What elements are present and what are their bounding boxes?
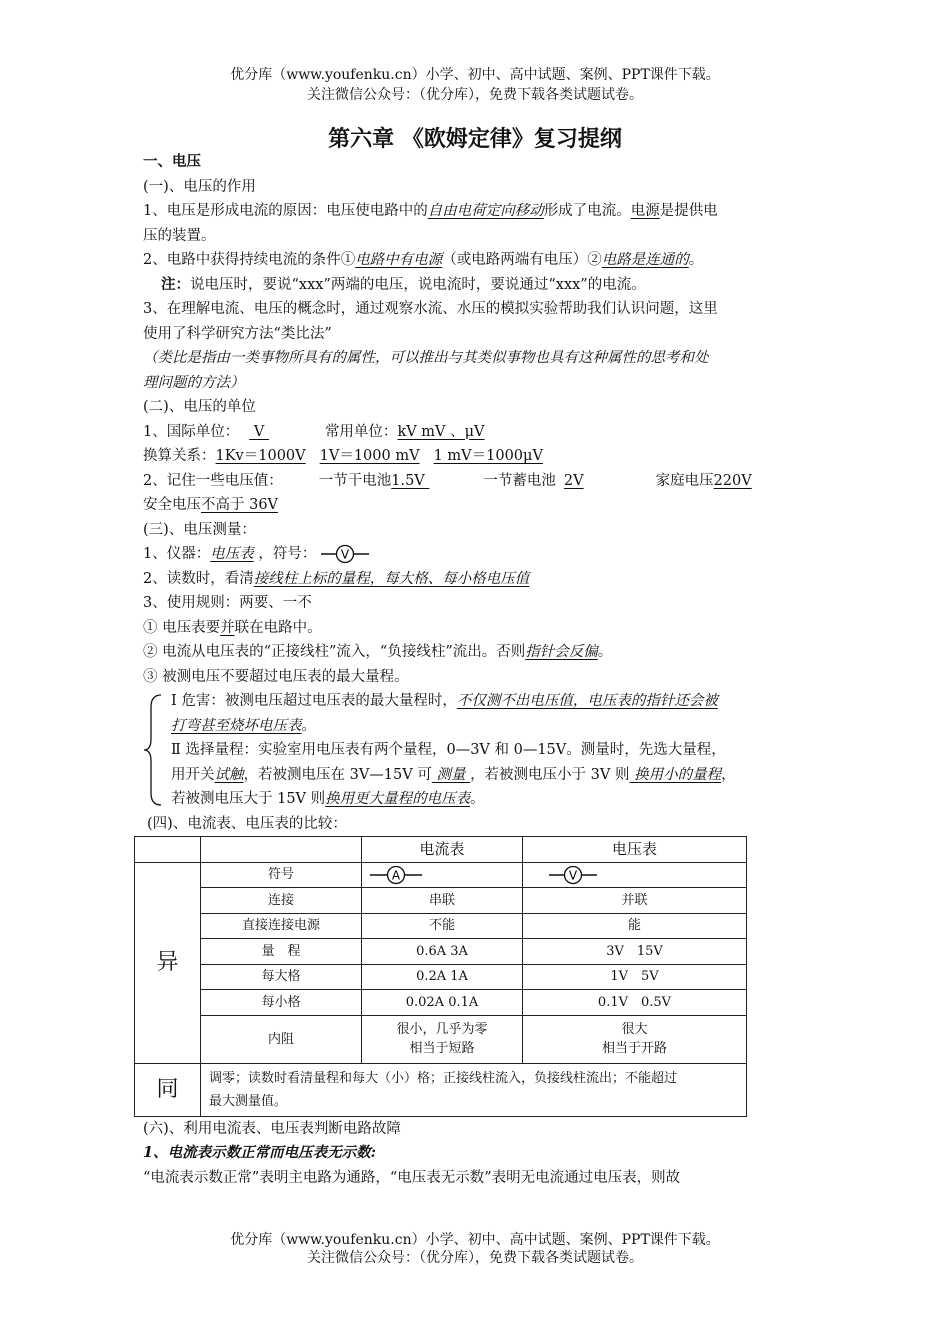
reading-rule: 2、读数时，看清接线柱上标的量程，每大格、每小格电压值 (143, 570, 530, 587)
paragraph: 2、电路中获得持续电流的条件①电路中有电源（或电路两端有电压）②电路是连通的。 (143, 252, 704, 268)
ammeter-symbol-icon (370, 865, 422, 885)
note: 注：说电压时，要说“xxx”两端的电压，说电流时，要说通过“xxx”的电流。 (161, 275, 646, 293)
subheading: (六)、利用电流表、电压表判断电路故障 (143, 1120, 401, 1137)
table-row (135, 913, 747, 939)
table-cell: 3V 15V (523, 939, 747, 965)
rule-1: ① 电压表要并联在电路中。 (143, 619, 322, 636)
hazard-line: 打弯甚至烧坏电压表。 (171, 717, 316, 734)
paragraph: “电流表示数正常”表明主电路为通路，“电压表无示数”表明无电流通过电压表，则故 (143, 1169, 681, 1186)
table-row (135, 1063, 747, 1116)
table-cell: 直接连接电源 (201, 913, 362, 939)
paragraph: 1、电压是形成电流的原因：电压使电路中的自由电荷定向移动形成了电流。电源是提供电 (143, 203, 718, 219)
table-cell: 1V 5V (523, 964, 747, 990)
comparison-table (134, 836, 747, 1117)
rule-2: ② 电流从电压表的“正接线柱”流入，“负接线柱”流出。否则指针会反偏。 (143, 644, 613, 660)
column-header-ammeter: 电流表 (362, 837, 523, 863)
table-cell: 每大格 (201, 964, 362, 990)
page-title: 第六章 《欧姆定律》复习提纲 (328, 126, 622, 152)
table-row (135, 862, 747, 888)
rule-3: ③ 被测电压不要超过电压表的最大量程。 (143, 668, 409, 685)
table-cell (362, 862, 523, 888)
table-cell: 0.2A 1A (362, 964, 523, 990)
paragraph: 3、在理解电流、电压的概念时，通过观察水流、水压的模拟实验帮助我们认识问题，这里 (143, 301, 718, 317)
subheading: (四)、电流表、电压表的比较： (147, 815, 347, 832)
table-cell: 连接 (201, 888, 362, 914)
table-cell: 调零；读数时看清量程和每大（小）格；正接线柱流入，负接线柱流出；不能超过 最大测量值。 (201, 1063, 747, 1116)
table-cell: 量 程 (201, 939, 362, 965)
table-cell: 能 (523, 913, 747, 939)
subheading: (二)、电压的单位 (143, 399, 256, 415)
table-row (135, 990, 747, 1016)
same-label: 同 (135, 1063, 201, 1116)
table-cell: 符号 (201, 862, 362, 888)
header-line-2: 关注微信公众号：（优分库），免费下载各类试题试卷。 (307, 87, 643, 103)
unit-line: 1、国际单位： V 常用单位：kV mV 、μV (143, 423, 485, 440)
voltmeter-symbol-icon (321, 544, 369, 564)
table-row (135, 939, 747, 965)
table-cell: 并联 (523, 888, 747, 914)
rules-heading: 3、使用规则：两要、一不 (143, 595, 312, 611)
range-notes (143, 689, 811, 812)
table-row (135, 1015, 747, 1063)
curly-brace-icon (143, 693, 163, 807)
table-row (135, 888, 747, 914)
hazard-line: Ⅰ 危害：被测电压超过电压表的最大量程时，不仅测不出电压值，电压表的指针还会被 (171, 693, 718, 709)
table-row (135, 964, 747, 990)
svg-text:V: V (568, 868, 578, 883)
svg-text:A: A (391, 868, 401, 883)
column-header-voltmeter: 电压表 (523, 837, 747, 863)
range-selection: Ⅱ 选择量程：实验室用电压表有两个量程，0—3V 和 0—15V。测量时，先选大量程， (171, 742, 726, 758)
table-row (135, 837, 747, 863)
voltage-values: 2、记住一些电压值： 一节干电池1.5V 一节蓄电池 2V 家庭电压220V (143, 472, 752, 489)
paragraph: 压的装置。 (143, 227, 216, 244)
section-heading: 1、电流表示数正常而电压表无示数: (143, 1144, 376, 1161)
diff-label: 异 (135, 862, 201, 1063)
range-selection: 若被测电压大于 15V 则换用更大量程的电压表。 (171, 791, 485, 807)
footer-line-1: 优分库（www.youfenku.cn）小学、初中、高中试题、案例、PPT课件下载。 (230, 1232, 720, 1248)
table-cell: 串联 (362, 888, 523, 914)
document-body (143, 150, 811, 1190)
voltmeter-symbol-icon (549, 865, 597, 885)
table-cell: 很大 相当于开路 (523, 1015, 747, 1063)
safe-voltage: 安全电压不高于 36V (143, 497, 279, 513)
paragraph: （类比是指由一类事物所具有的属性，可以推出与其类似事物也具有这种属性的思考和处 (143, 350, 709, 366)
instrument-line: 1、仪器：电压表 ，符号： V (143, 542, 811, 567)
footer-line-2: 关注微信公众号：（优分库），免费下载各类试题试卷。 (307, 1250, 643, 1266)
table-cell: 内阻 (201, 1015, 362, 1063)
table-cell: 很小，几乎为零 相当于短路 (362, 1015, 523, 1063)
svg-text:V: V (340, 547, 350, 562)
header-line-1: 优分库（www.youfenku.cn）小学、初中、高中试题、案例、PPT课件下载。 (230, 67, 720, 83)
conversion-line: 换算关系：1Kv＝1000V 1V＝1000 mV 1 mV＝1000μV (143, 448, 543, 464)
paragraph: 理问题的方法） (143, 374, 245, 391)
table-cell: 每小格 (201, 990, 362, 1016)
section-heading: 一、电压 (143, 153, 201, 170)
subheading: (三)、电压测量： (143, 521, 256, 538)
table-cell: 0.02A 0.1A (362, 990, 523, 1016)
table-cell: 0.1V 0.5V (523, 990, 747, 1016)
table-cell (523, 862, 747, 888)
range-selection: 用开关试触，若被测电压在 3V—15V 可 测量 ，若被测电压小于 3V 则 换用小的量程， (171, 766, 736, 783)
table-cell: 0.6A 3A (362, 939, 523, 965)
table-cell: 不能 (362, 913, 523, 939)
paragraph: 使用了科学研究方法“类比法” (143, 325, 332, 342)
subheading: (一)、电压的作用 (143, 178, 256, 195)
